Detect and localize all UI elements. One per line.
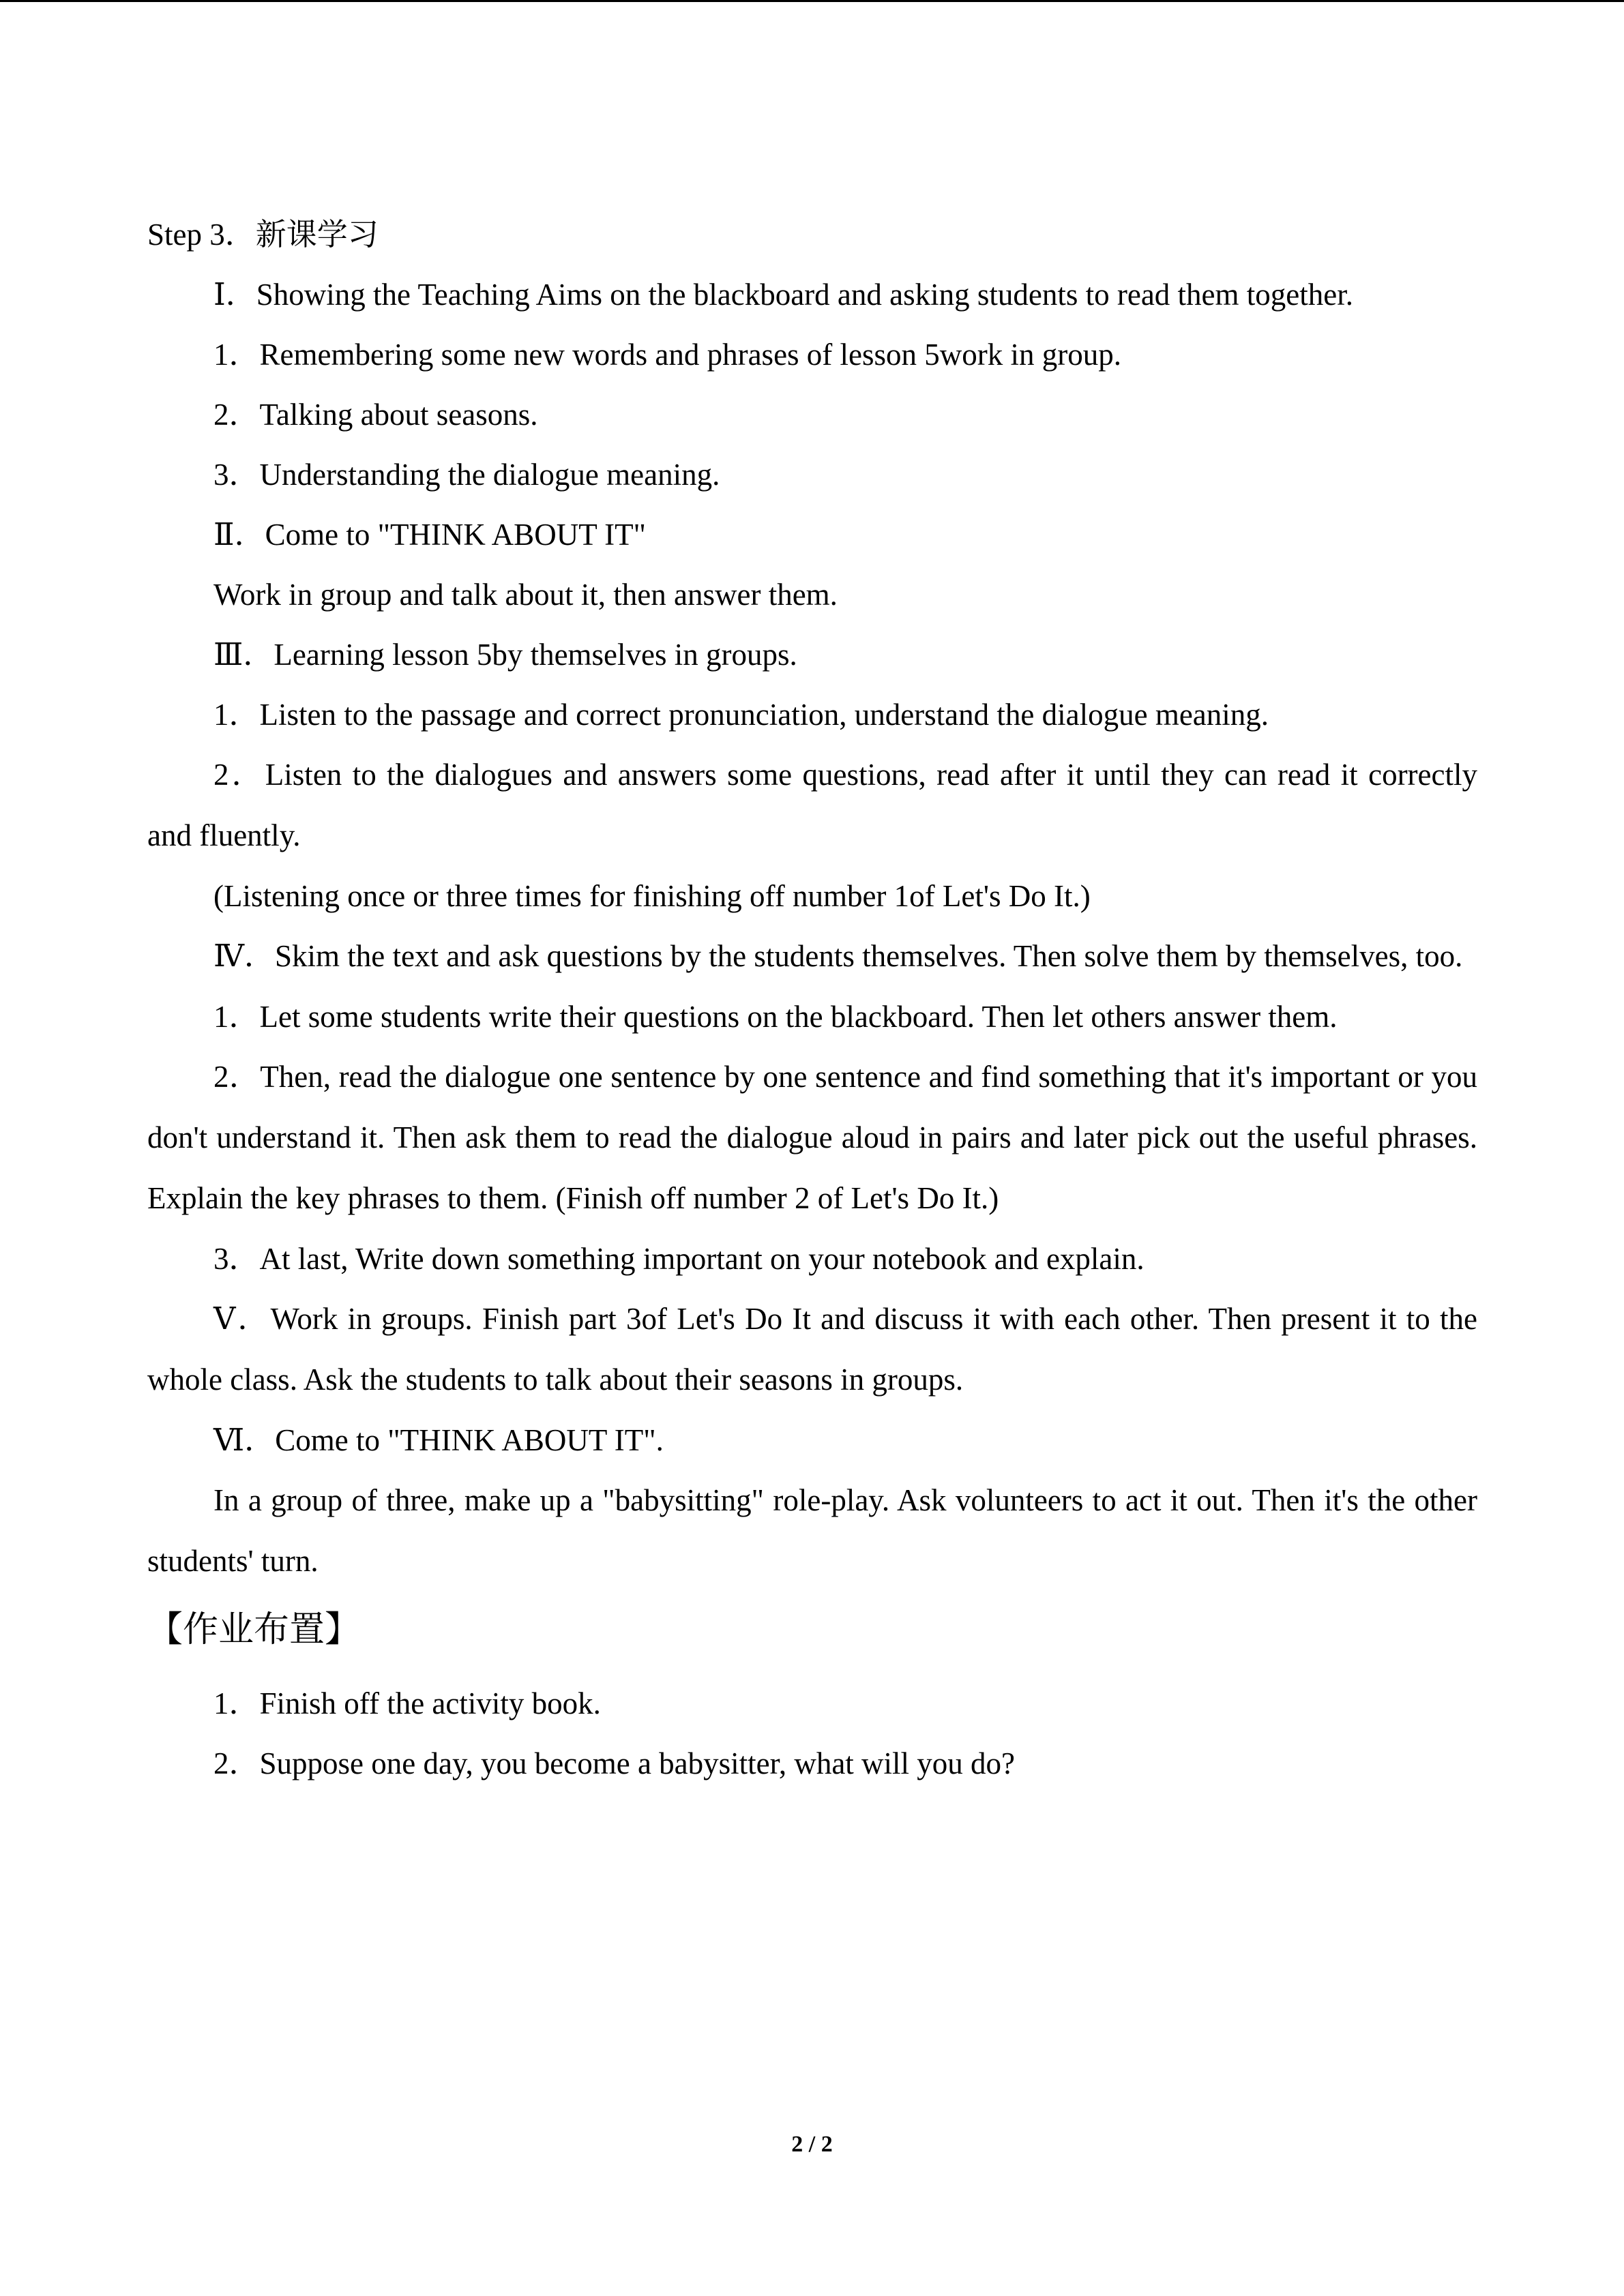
role-play-paragraph: In a group of three, make up a "babysitting" role-play. Ask volunteers to act it out. Then it's the other students' turn.	[147, 1483, 1477, 1578]
homework-title: 【作业布置】	[147, 1609, 361, 1650]
think-about-it-again-item: Ⅵ．Come to "THINK ABOUT IT".	[213, 1423, 664, 1457]
listen-passage-item: 1．Listen to the passage and correct pronunciation, understand the dialogue meaning.	[213, 698, 1269, 732]
learning-lesson-item: Ⅲ．Learning lesson 5by themselves in groups.	[213, 638, 797, 672]
teaching-aims-item: Ⅰ．Showing the Teaching Aims on the blackboard and asking students to read them together.	[213, 278, 1353, 312]
listening-note: (Listening once or three times for finishing off number 1of Let's Do It.)	[213, 879, 1091, 913]
page-number: 2 / 2	[791, 2132, 833, 2157]
notebook-item: 3．At last, Write down something important on your notebook and explain.	[213, 1242, 1145, 1276]
homework-item-2: 2．Suppose one day, you become a babysitter, what will you do?	[213, 1746, 1016, 1780]
work-in-groups-paragraph: Ⅴ．Work in groups. Finish part 3of Let's Do It and discuss it with each other. Then present it to the whole class. Ask the students to talk about their seasons in groups.	[147, 1302, 1477, 1397]
read-dialogue-paragraph: 2．Then, read the dialogue one sentence by one sentence and find something that it's important or you don't understand it. Then ask them to read the dialogue aloud in pairs and later pick out the useful phrases. Explain the key phrases to them. (Finish off number 2 of Let's Do It.)	[147, 1060, 1477, 1215]
students-questions-item: 1．Let some students write their questions on the blackboard. Then let others answer them.	[213, 1000, 1338, 1034]
step-heading: Step 3．新课学习	[147, 218, 379, 252]
work-in-group-text: Work in group and talk about it, then answer them.	[213, 578, 838, 612]
aim-item-2: 2．Talking about seasons.	[213, 398, 538, 432]
document-body	[147, 205, 1477, 1793]
aim-item-1: 1．Remembering some new words and phrases of lesson 5work in group.	[213, 338, 1122, 372]
skim-text-paragraph: Ⅳ．Skim the text and ask questions by the students themselves. Then solve them by themselves, too.	[213, 939, 1463, 973]
homework-item-1: 1．Finish off the activity book.	[213, 1686, 601, 1720]
aim-item-3: 3．Understanding the dialogue meaning.	[213, 458, 720, 492]
listen-dialogues-paragraph: 2．Listen to the dialogues and answers some questions, read after it until they can read it correctly and fluently.	[147, 758, 1477, 852]
think-about-it-item: Ⅱ．Come to "THINK ABOUT IT"	[213, 518, 646, 552]
top-border-line	[0, 0, 1624, 2]
